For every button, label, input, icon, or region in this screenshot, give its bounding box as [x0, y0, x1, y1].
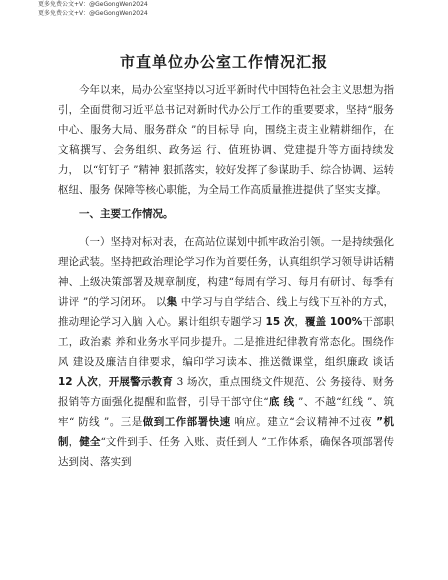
body-paragraph [58, 232, 394, 472]
text-run: 干部职工，政治素 养和业务水平同步提升。二是推进纪律教育常态化。围绕作风 建设及廉洁自律要求，编印学习读本、推送微课堂，组织廉政 谈话 [58, 316, 395, 368]
bold-text: 健全 [79, 436, 101, 448]
bold-text: 12 人次 [58, 376, 98, 388]
document-title: 市直单位办公室工作情况汇报 [119, 53, 328, 71]
text-run: ， [97, 376, 109, 388]
text-run: “文件到手、任务 入账、责任到人 ”工作体系，确保各项部署传达到岗、落实到 [58, 436, 394, 468]
text-run: ”、不越“红线 ”、筑牢“ 防线 ”。三是 [58, 396, 394, 428]
bold-text: 15 次 [265, 316, 295, 328]
watermark [38, 0, 148, 18]
text-run: 中学习与自学结合、线上与线下互补的方式，推动理论学习入脑 入心。累计组织专题学习 [58, 296, 395, 328]
bold-text: ”机制 [58, 416, 395, 448]
bold-text: 做到工作部署快速 [142, 416, 231, 428]
bold-text: 集 [166, 296, 178, 308]
bold-text: 底 线 [268, 396, 295, 408]
text-run: 响应。建立“会议精神不过夜 [230, 416, 372, 428]
intro-paragraph: 今年以来，局办公室坚持以习近平新时代中国特色社会主义思想为指引，全面贯彻习近平总书记对新时代办公厅工作的重要要求，坚持“服务中心、服务大局、服务群众 ”的目标导 向，围绕主责主业精耕细作，在文稿撰写、会务组织、政务运 行、值班协调、党建提升等方面持续发力， 以“钉钉子 ”精神 狠抓落实，较好发挥了参谋助手、综合协调、运转枢纽、服务 保障等核心职能，为全局工作高质量推进提供了坚实支撑。 [58, 84, 394, 196]
bold-text: 开展警示教育 [108, 376, 174, 388]
watermark-line: 更多免费公文+V：@GeGongWen2024 [38, 1, 148, 8]
document-body [58, 80, 394, 472]
section-heading: 一、主要工作情况。 [79, 208, 174, 220]
bold-text: 覆盖 100% [305, 316, 363, 328]
text-run: （一）坚持对标对表，在高站位谋划中抓牢政治引领。一是持续强化理论武装。坚持把政治理论学习作为首要任务，认真组织学习领导讲话精神、上级决策部署及规章制度，构建“每周有学习、每月有研讨、每季有讲评 ”的学习闭环。 以 [58, 236, 394, 308]
text-run: ， [294, 316, 306, 328]
watermark-line: 更多免费公文+V：@GeGongWen2024 [38, 10, 148, 17]
text-run: ， [68, 436, 80, 448]
text-run: 3 场次，重点围绕文件规范、公 务接待、财务报销等方面强化提醒和监督，引导干部守住“ [58, 376, 394, 408]
